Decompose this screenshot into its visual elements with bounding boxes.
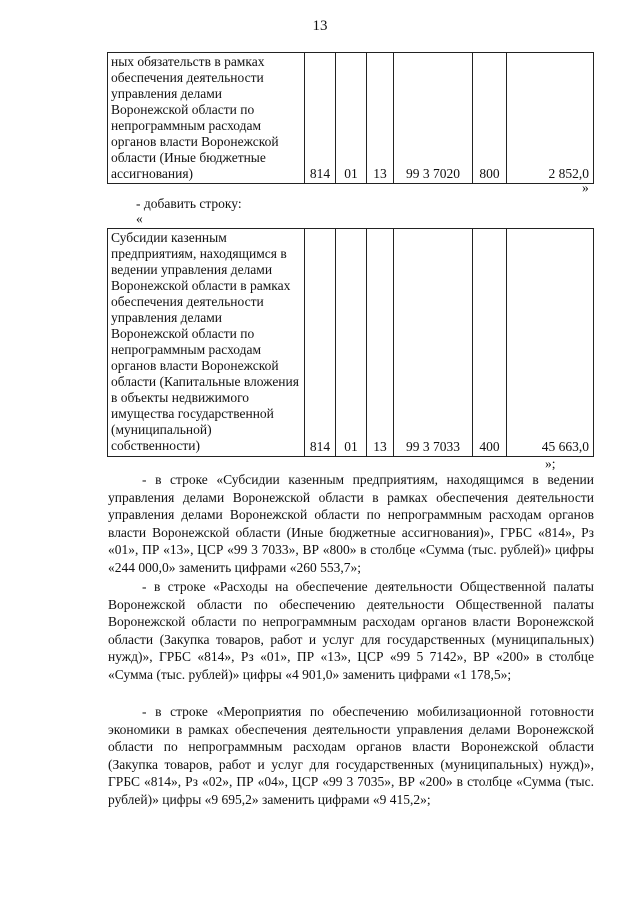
budget-table-fragment xyxy=(107,52,594,184)
row-name-cell: Субсидии казенным предприятиям, находящимся в ведении управления делами Воронежской области в рамках обеспечения деятельности управления делами Воронежской области по непрограммным расходам органов власти Воронежской области (Капитальные вложения в объекты недвижимого имущества государственной (муниципальной) собственности) xyxy=(108,229,305,457)
vr-cell: 400 xyxy=(473,229,507,457)
opening-quote: « xyxy=(136,211,143,226)
budget-table-new-row xyxy=(107,228,594,457)
rz-cell: 01 xyxy=(336,53,367,184)
pr-cell: 13 xyxy=(367,229,394,457)
closing-quote: »; xyxy=(545,456,556,471)
pr-cell: 13 xyxy=(367,53,394,184)
grbs-cell: 814 xyxy=(305,229,336,457)
amount-cell: 2 852,0 xyxy=(507,53,594,184)
add-row-instruction: - добавить строку: xyxy=(136,196,242,211)
csr-cell: 99 3 7020 xyxy=(394,53,473,184)
closing-quote: » xyxy=(582,180,589,195)
amendment-paragraph: - в строке «Расходы на обеспечение деятельности Общественной палаты Воронежской области по обеспечению деятельности Общественной палаты Воронежской области по непрограммным расходам органов власти Воронежской области (Закупка товаров, работ и услуг для государственных (муниципальных) нужд)», ГРБС «814», Рз «01», ПР «13», ЦСР «99 5 7142», ВР «200» в столбце «Сумма (тыс. рублей)» цифры «4 901,0» заменить цифрами «1 178,5»; xyxy=(108,579,594,682)
amendment-paragraph: - в строке «Субсидии казенным предприятиям, находящимся в ведении управления делами Воронежской области в рамках обеспечения деятельности управления делами Воронежской области по непрограммным расходам органов власти Воронежской области (Иные бюджетные ассигнования)», ГРБС «814», Рз «01», ПР «13», ЦСР «99 3 7033», ВР «800» в столбце «Сумма (тыс. рублей)» цифры «244 000,0» заменить цифрами «260 553,7»; xyxy=(108,472,594,575)
amount-cell: 45 663,0 xyxy=(507,229,594,457)
grbs-cell: 814 xyxy=(305,53,336,184)
row-name-cell: ных обязательств в рамках обеспечения деятельности управления делами Воронежской области по непрограммным расходам органов власти Воронежской области (Иные бюджетные ассигнования) xyxy=(108,53,305,184)
rz-cell: 01 xyxy=(336,229,367,457)
vr-cell: 800 xyxy=(473,53,507,184)
table-row xyxy=(108,53,594,184)
page-number: 13 xyxy=(312,18,328,34)
csr-cell: 99 3 7033 xyxy=(394,229,473,457)
table-row xyxy=(108,229,594,457)
amendment-paragraph: - в строке «Мероприятия по обеспечению мобилизационной готовности экономики в рамках обеспечения деятельности управления делами Воронежской области по непрограммным расходам органов власти Воронежской области (Закупка товаров, работ и услуг для государственных (муниципальных) нужд)», ГРБС «814», Рз «02», ПР «04», ЦСР «99 3 7035», ВР «200» в столбце «Сумма (тыс. рублей)» цифры «9 695,2» заменить цифрами «9 415,2»; xyxy=(108,704,594,807)
